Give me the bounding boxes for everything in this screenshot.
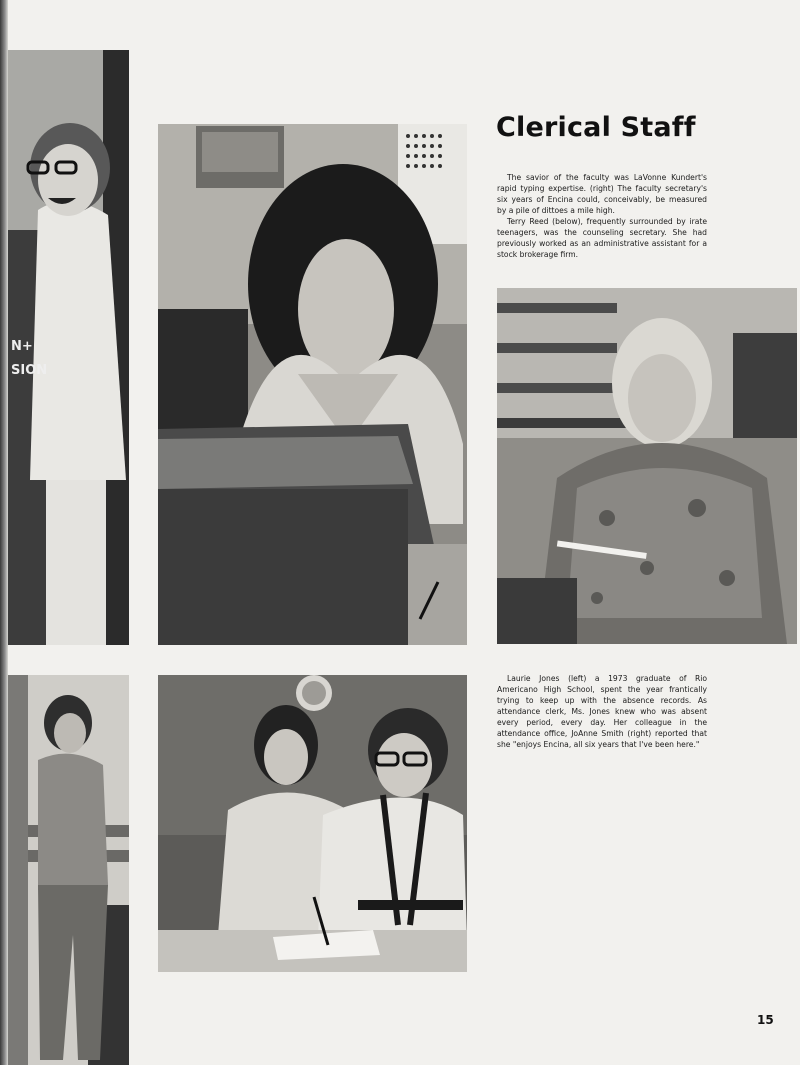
photo-left-student-denim — [8, 675, 129, 1065]
page-number: 15 — [757, 1013, 774, 1027]
page-binding-shadow — [0, 0, 8, 1065]
svg-text:N+: N+ — [11, 339, 33, 354]
caption-top-paragraph-2: Terry Reed (below), frequently surrounded by irate teenagers, was the counseling secretary. She had previously worked as an administrative assistant for a stock brokerage firm. — [497, 217, 707, 259]
page-title: Clerical Staff — [496, 112, 696, 143]
photo-terry-reed — [497, 288, 797, 644]
caption-bottom-paragraph-1: Laurie Jones (left) a 1973 graduate of Rio Americano High School, spent the year frantically trying to keep up with the absence records. As attendance clerk, Ms. Jones knew who was absent every period, every day. Her colleague in the attendance office, JoAnne Smith (right) reported that she "enjoys Encina, all six years that I've been here." — [497, 674, 707, 749]
caption-bottom — [497, 673, 707, 750]
photo-typist-lavonne-kundert — [158, 124, 467, 645]
photo-laurie-jones-joanne-smith — [158, 675, 467, 972]
caption-top-paragraph-1: The savior of the faculty was LaVonne Kundert's rapid typing expertise. (right) The faculty secretary's six years of Encina could, conceivably, be measured by a pile of dittoes a mile high. — [497, 173, 707, 215]
svg-text:SION: SION — [11, 363, 48, 378]
photo-left-laughing-woman — [8, 50, 129, 645]
caption-top — [497, 172, 707, 260]
